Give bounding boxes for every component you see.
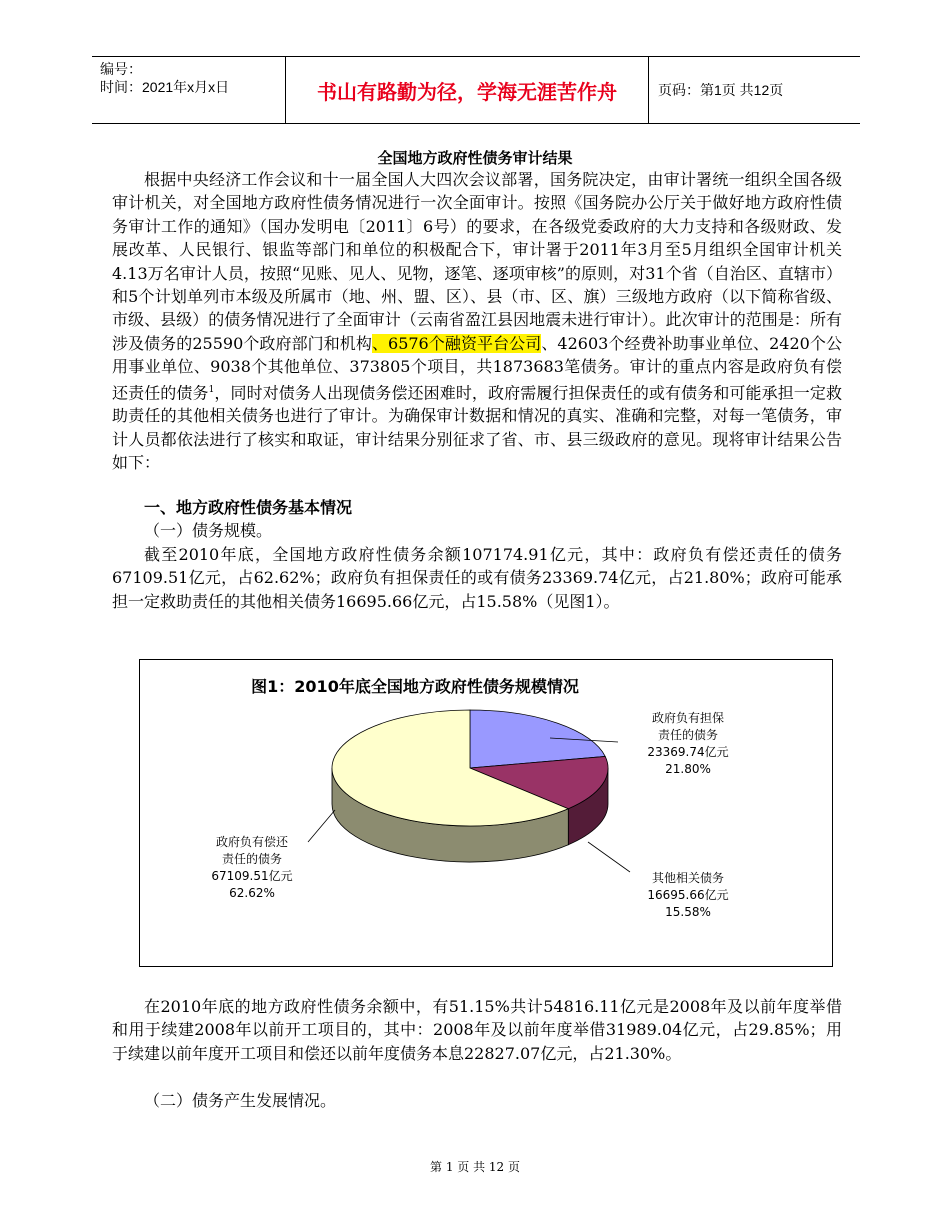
intro-text-2: 、42603个经费补助事业单位、2420个公用事业单位、9038个其他单位、373805个项目，共1873683笔债务。审计的重点内容是政府负有偿还责任的债务 bbox=[112, 333, 842, 402]
pie-chart bbox=[140, 660, 832, 966]
document-title: 全国地方政府性债务审计结果 bbox=[377, 149, 573, 167]
scale-paragraph: 截至2010年底，全国地方政府性债务余额107174.91亿元，其中：政府负有偿还责任的债务67109.51亿元，占62.62%；政府负有担保责任的或有债务23369.74亿元，占21.80%；政府可能承担一定救助责任的其他相关债务16695.66亿元，占15.58%（见图1）。 bbox=[112, 545, 842, 611]
slice-label-0-0: 政府负有担保 bbox=[651, 711, 725, 725]
intro-text-3: ，同时对债务人出现债务偿还困难时，政府需履行担保责任的或有债务和可能承担一定救助责任的其他相关债务也进行了审计。为确保审计数据和情况的真实、准确和完整，对每一笔债务，审计人员都依法进行了核实和取证，审计结果分别征求了省、市、县三级政府的意见。现将审计结果公告如下： bbox=[112, 382, 842, 473]
slice-label-2-1: 责任的债务 bbox=[221, 852, 283, 866]
slice-label-0-3: 21.80% bbox=[665, 762, 711, 776]
chart-figure bbox=[139, 659, 833, 967]
header-meta bbox=[100, 60, 229, 96]
footnote-marker: 1 bbox=[208, 384, 215, 395]
subsection-heading-2: （二）债务产生发展情况。 bbox=[144, 1091, 337, 1110]
slice-label-2-0: 政府负有偿还 bbox=[215, 835, 289, 849]
intro-text-1: 根据中央经济工作会议和十一届全国人大四次会议部署，国务院决定，由审计署统一组织全国各级审计机关，对全国地方政府性债务情况进行一次全面审计。按照《国务院办公厅关于做好地方政府性债务审计工作的通知》（国办发明电〔2011〕6号）的要求，在各级党委政府的大力支持和各级财政、发展改革、人民银行、银监等部门和单位的积极配合下，审计署于2011年3月至5月组织全国审计机关4.13万名审计人员，按照“见账、见人、见物，逐笔、逐项审核”的原则，对31个省（自治区、直辖市）和5个计划单列市本级及所属市（地、州、盟、区）、县（市、区、旗）三级地方政府（以下简称省级、市级、县级）的债务情况进行了全面审计（云南省盈江县因地震未进行审计）。此次审计的范围是：所有涉及债务的25590个政府部门和机构 bbox=[112, 170, 842, 353]
page-footer: 第 1 页 共 12 页 bbox=[430, 1160, 520, 1174]
leader-line-2 bbox=[308, 810, 335, 842]
slice-label-1-0: 其他相关债务 bbox=[651, 871, 725, 885]
leader-line-1 bbox=[588, 842, 630, 872]
after-chart-paragraph: 在2010年底的地方政府性债务余额中，有51.15%共计54816.11亿元是2008年及以前年度举借和用于续建2008年以前开工项目的，其中：2008年及以前年度举借31989.04亿元，占29.85%；用于续建以前年度开工项目和偿还以前年度债务本息22827.07亿元，占21.30%。 bbox=[112, 997, 842, 1063]
slice-label-0-2: 23369.74亿元 bbox=[647, 745, 729, 759]
section-heading-1: 一、地方政府性债务基本情况 bbox=[144, 498, 353, 517]
slice-label-2-3: 62.62% bbox=[229, 886, 275, 900]
slice-label-1-1: 16695.66亿元 bbox=[647, 888, 729, 902]
pie-group bbox=[332, 710, 608, 862]
number-label: 编号： bbox=[100, 61, 142, 77]
time-label: 时间：2021年x月x日 bbox=[100, 79, 230, 95]
chart-title: 图1：2010年底全国地方政府性债务规模情况 bbox=[251, 677, 579, 696]
slice-label-0-1: 责任的债务 bbox=[657, 728, 719, 742]
subsection-heading-1: （一）债务规模。 bbox=[144, 521, 273, 540]
header-motto: 书山有路勤为径，学海无涯苦作舟 bbox=[285, 57, 649, 123]
page-header bbox=[92, 56, 860, 124]
intro-paragraph bbox=[112, 168, 842, 475]
slice-label-2-2: 67109.51亿元 bbox=[211, 869, 293, 883]
slice-label-1-2: 15.58% bbox=[665, 905, 711, 919]
intro-highlight: 、6576个融资平台公司 bbox=[371, 333, 542, 353]
header-page-info: 页码：第1页 共12页 bbox=[658, 82, 784, 98]
